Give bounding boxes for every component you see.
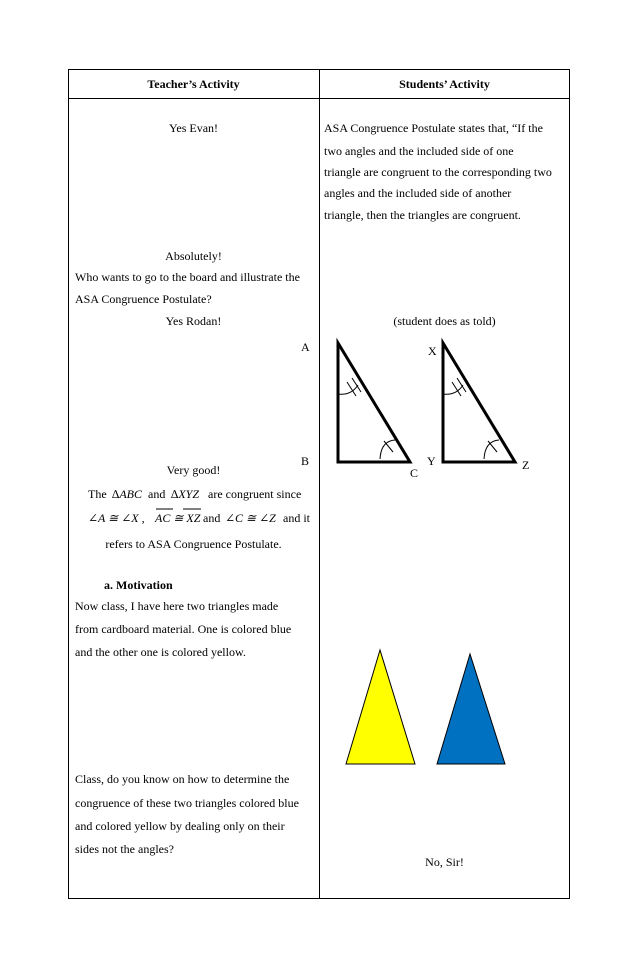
motivation-line-1: Now class, I have here two triangles made [75, 599, 279, 613]
label-a: A [301, 340, 310, 354]
teacher-illustrate-line-2: ASA Congruence Postulate? [75, 292, 212, 306]
teacher-absolutely: Absolutely! [165, 249, 222, 263]
congruent-since: are congruent since [208, 487, 302, 501]
angle-c-congruent-z: ∠C ≅ ∠Z [225, 511, 276, 525]
asa-line-1: ASA Congruence Postulate states that, “If the [324, 121, 543, 135]
question-line-3: and colored yellow by dealing only on their [75, 819, 285, 833]
label-c: C [410, 466, 419, 480]
asa-line-5: triangle, then the triangles are congruent. [324, 208, 521, 222]
student-does-as-told: (student does as told) [393, 314, 496, 328]
word-and-2: and [203, 511, 221, 525]
word-and: and [148, 487, 166, 501]
yellow-triangle [346, 650, 415, 764]
teacher-yes-rodan: Yes Rodan! [165, 314, 222, 328]
angle-a-congruent-x: ∠A ≅ ∠X , [88, 511, 145, 525]
label-b: B [301, 454, 310, 468]
label-x: X [428, 344, 437, 358]
teacher-yes-evan: Yes Evan! [168, 121, 219, 135]
asa-line-3: triangle are congruent to the corresponding two [324, 165, 552, 179]
blue-triangle [437, 654, 505, 764]
triangle-xyz-figure [442, 343, 515, 462]
segment-ac-congruent-xz: AC ≅ XZ [155, 511, 201, 525]
student-no-sir: No, Sir! [425, 855, 464, 869]
teacher-refers-asa: refers to ASA Congruence Postulate. [105, 537, 282, 551]
motivation-line-3: and the other one is colored yellow. [75, 645, 246, 659]
asa-line-4: angles and the included side of another [324, 186, 512, 200]
triangle-abc-figure [337, 343, 410, 462]
teacher-illustrate-line-1: Who wants to go to the board and illustrate the [75, 270, 300, 284]
question-line-2: congruence of these two triangles colored blue [75, 796, 299, 810]
triangle-xyz: ∆XYZ [171, 487, 200, 501]
question-line-4: sides not the angles? [75, 842, 174, 856]
teacher-very-good: Very good! [166, 463, 221, 477]
question-line-1: Class, do you know on how to determine the [75, 772, 290, 786]
students-column-header: Students’ Activity [399, 77, 490, 91]
label-z: Z [522, 458, 530, 472]
asa-line-2: two angles and the included side of one [324, 144, 514, 158]
motivation-heading: a. Motivation [104, 578, 173, 592]
and-it: and it [283, 511, 310, 525]
teacher-column-header: Teacher’s Activity [147, 77, 240, 91]
word-the: The [88, 487, 107, 501]
motivation-line-2: from cardboard material. One is colored blue [75, 622, 292, 636]
triangle-abc: ∆ABC [112, 487, 143, 501]
label-y: Y [427, 454, 436, 468]
